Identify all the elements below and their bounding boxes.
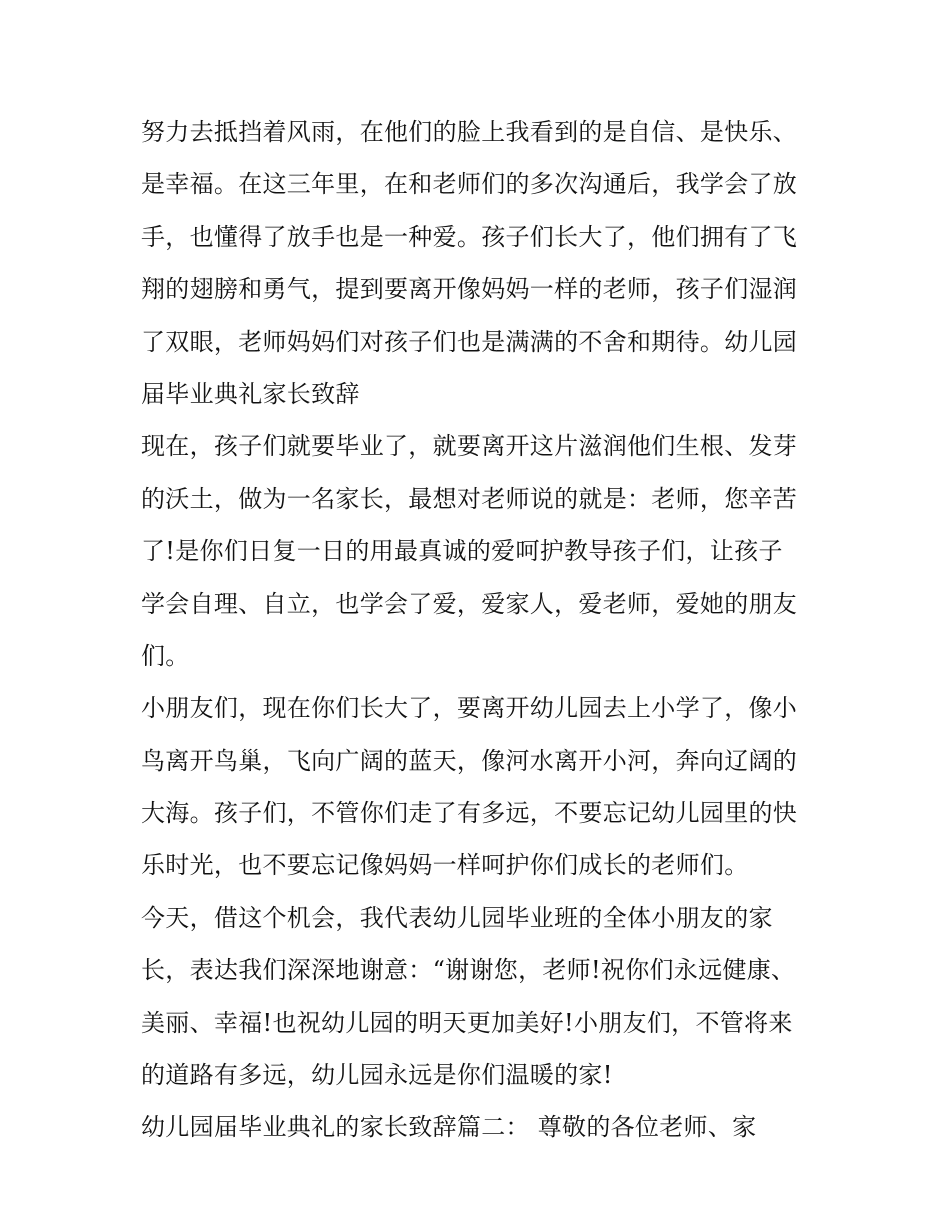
text-line: 小朋友们，现在你们长大了，要离开幼儿园去上小学了，像小	[141, 694, 798, 723]
text-line: 美丽、幸福!也祝幼儿园的明天更加美好!小朋友们，不管将来	[141, 1008, 793, 1037]
text-line: 届毕业典礼家长致辞	[141, 379, 360, 408]
text-line: 手，也懂得了放手也是一种爱。孩子们长大了，他们拥有了飞	[141, 222, 798, 251]
text-line: 了双眼，老师妈妈们对孩子们也是满满的不舍和期待。幼儿园	[141, 327, 798, 356]
text-line: 的沃土，做为一名家长，最想对老师说的就是：老师，您辛苦	[141, 484, 798, 513]
text-line: 努力去抵挡着风雨，在他们的脸上我看到的是自信、是快乐、	[141, 118, 798, 146]
text-line: 了!是你们日复一日的用最真诚的爱呵护教导孩子们，让孩子	[141, 537, 783, 566]
text-line: 幼儿园届毕业典礼的家长致辞篇二： 尊敬的各位老师、家	[141, 1113, 757, 1142]
text-line: 鸟离开鸟巢，飞向广阔的蓝天，像河水离开小河，奔向辽阔的	[141, 746, 798, 775]
text-line: 的道路有多远，幼儿园永远是你们温暖的家!	[141, 1061, 613, 1090]
text-line: 长，表达我们深深地谢意：“谢谢您，老师!祝你们永远健康、	[141, 956, 796, 985]
text-line: 学会自理、自立，也学会了爱，爱家人，爱老师，爱她的朋友	[141, 589, 798, 618]
text-line: 是幸福。在这三年里，在和老师们的多次沟通后，我学会了放	[141, 170, 798, 199]
text-line: 今天，借这个机会，我代表幼儿园毕业班的全体小朋友的家	[141, 903, 773, 932]
text-line: 乐时光，也不要忘记像妈妈一样呵护你们成长的老师们。	[141, 851, 749, 880]
text-line: 翔的翅膀和勇气，提到要离开像妈妈一样的老师，孩子们湿润	[141, 275, 798, 304]
text-line: 现在，孩子们就要毕业了，就要离开这片滋润他们生根、发芽	[141, 432, 798, 461]
body-text	[141, 106, 821, 1154]
text-line: 大海。孩子们，不管你们走了有多远，不要忘记幼儿园里的快	[141, 799, 798, 828]
text-line: 们。	[141, 641, 190, 670]
